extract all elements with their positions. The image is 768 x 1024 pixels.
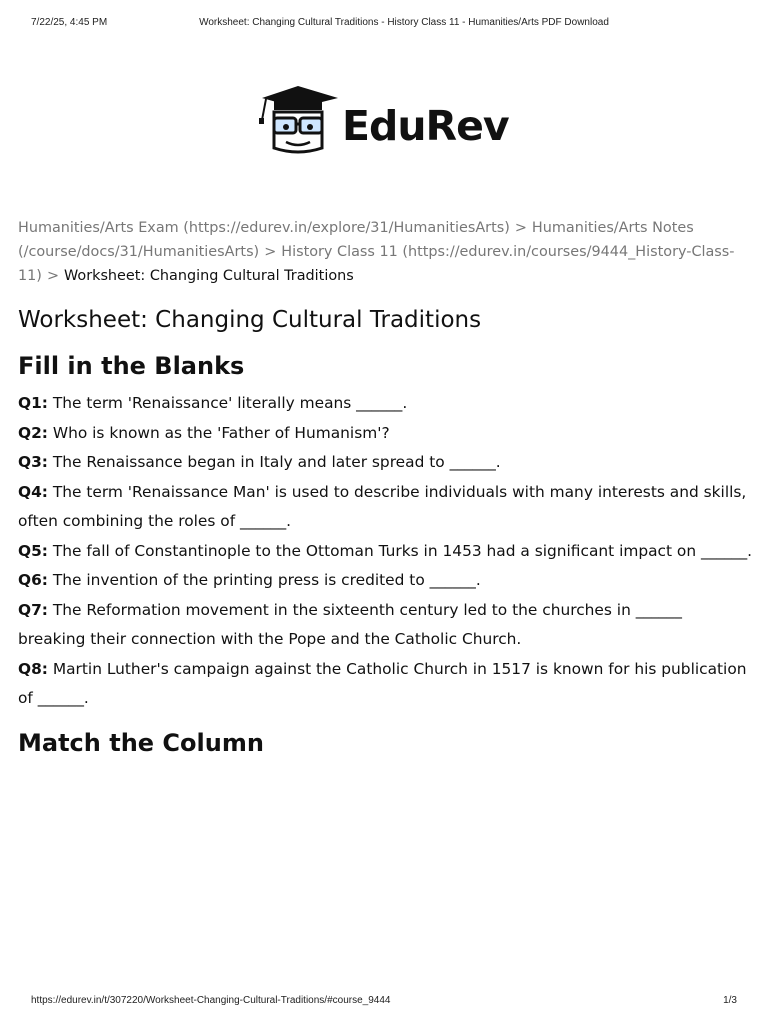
question-number: Q6:	[18, 571, 48, 589]
question-list	[18, 389, 753, 714]
page-number: 1/3	[723, 995, 737, 1006]
main-content	[18, 216, 753, 766]
page-title: Worksheet: Changing Cultural Traditions	[18, 307, 482, 333]
question-number: Q4:	[18, 482, 48, 501]
breadcrumb-link-exam[interactable]: Humanities/Arts Exam (https://edurev.in/explore/31/HumanitiesArts)	[18, 220, 510, 236]
question-text: The invention of the printing press is credited to ______.	[47, 571, 481, 589]
breadcrumb-link-notes[interactable]: Humanities/Arts Notes (/course/docs/31/HumanitiesArts)	[18, 220, 694, 260]
print-footer	[31, 995, 737, 1009]
match-the-column-heading: Match the Column	[18, 728, 264, 757]
question-text: The term 'Renaissance' literally means ______.	[47, 394, 408, 412]
breadcrumb-separator: >	[46, 268, 59, 284]
print-document-title: Worksheet: Changing Cultural Traditions - History Class 11 - Humanities/Arts PDF Download	[199, 17, 609, 28]
print-date: 7/22/25, 4:45 PM	[31, 17, 108, 28]
question-item	[18, 655, 753, 714]
fill-in-the-blanks-heading: Fill in the Blanks	[18, 352, 245, 380]
question-text: Martin Luther's campaign against the Catholic Church in 1517 is known for his publication of ______.	[18, 659, 747, 707]
question-text: The fall of Constantinople to the Ottoman Turks in 1453 had a significant impact on ______.	[47, 541, 753, 560]
question-text: The term 'Renaissance Man' is used to describe individuals with many interests and skills, often combining the roles of ______.	[18, 482, 747, 530]
question-text: The Reformation movement in the sixteenth century led to the churches in ______ breaking their connection with the Pope and the Catholic Church.	[18, 600, 682, 648]
print-header	[31, 17, 737, 31]
question-item	[18, 448, 753, 478]
question-number: Q3:	[18, 453, 48, 471]
breadcrumb-separator: >	[264, 244, 277, 260]
edurev-logo[interactable]	[242, 72, 532, 172]
breadcrumb-link-course[interactable]: History Class 11 (https://edurev.in/courses/9444_History-Class-11)	[18, 244, 735, 284]
question-number: Q8:	[18, 659, 48, 678]
question-number: Q5:	[18, 541, 48, 560]
question-item	[18, 566, 753, 596]
graduate-mascot-icon	[256, 84, 340, 158]
question-number: Q1:	[18, 394, 48, 412]
logo-wordmark: EduRev	[342, 102, 509, 150]
print-url: https://edurev.in/t/307220/Worksheet-Changing-Cultural-Traditions/#course_9444	[31, 995, 391, 1006]
question-text: The Renaissance began in Italy and later spread to ______.	[47, 453, 501, 471]
question-item	[18, 419, 753, 449]
question-number: Q2:	[18, 423, 48, 442]
question-item	[18, 596, 753, 655]
question-text: Who is known as the 'Father of Humanism'?	[47, 423, 390, 442]
breadcrumb-current: Worksheet: Changing Cultural Traditions	[64, 268, 354, 284]
question-number: Q7:	[18, 600, 48, 619]
question-item	[18, 478, 753, 537]
question-item	[18, 389, 753, 419]
breadcrumb	[18, 216, 753, 288]
breadcrumb-separator: >	[514, 220, 527, 236]
question-item	[18, 537, 753, 567]
